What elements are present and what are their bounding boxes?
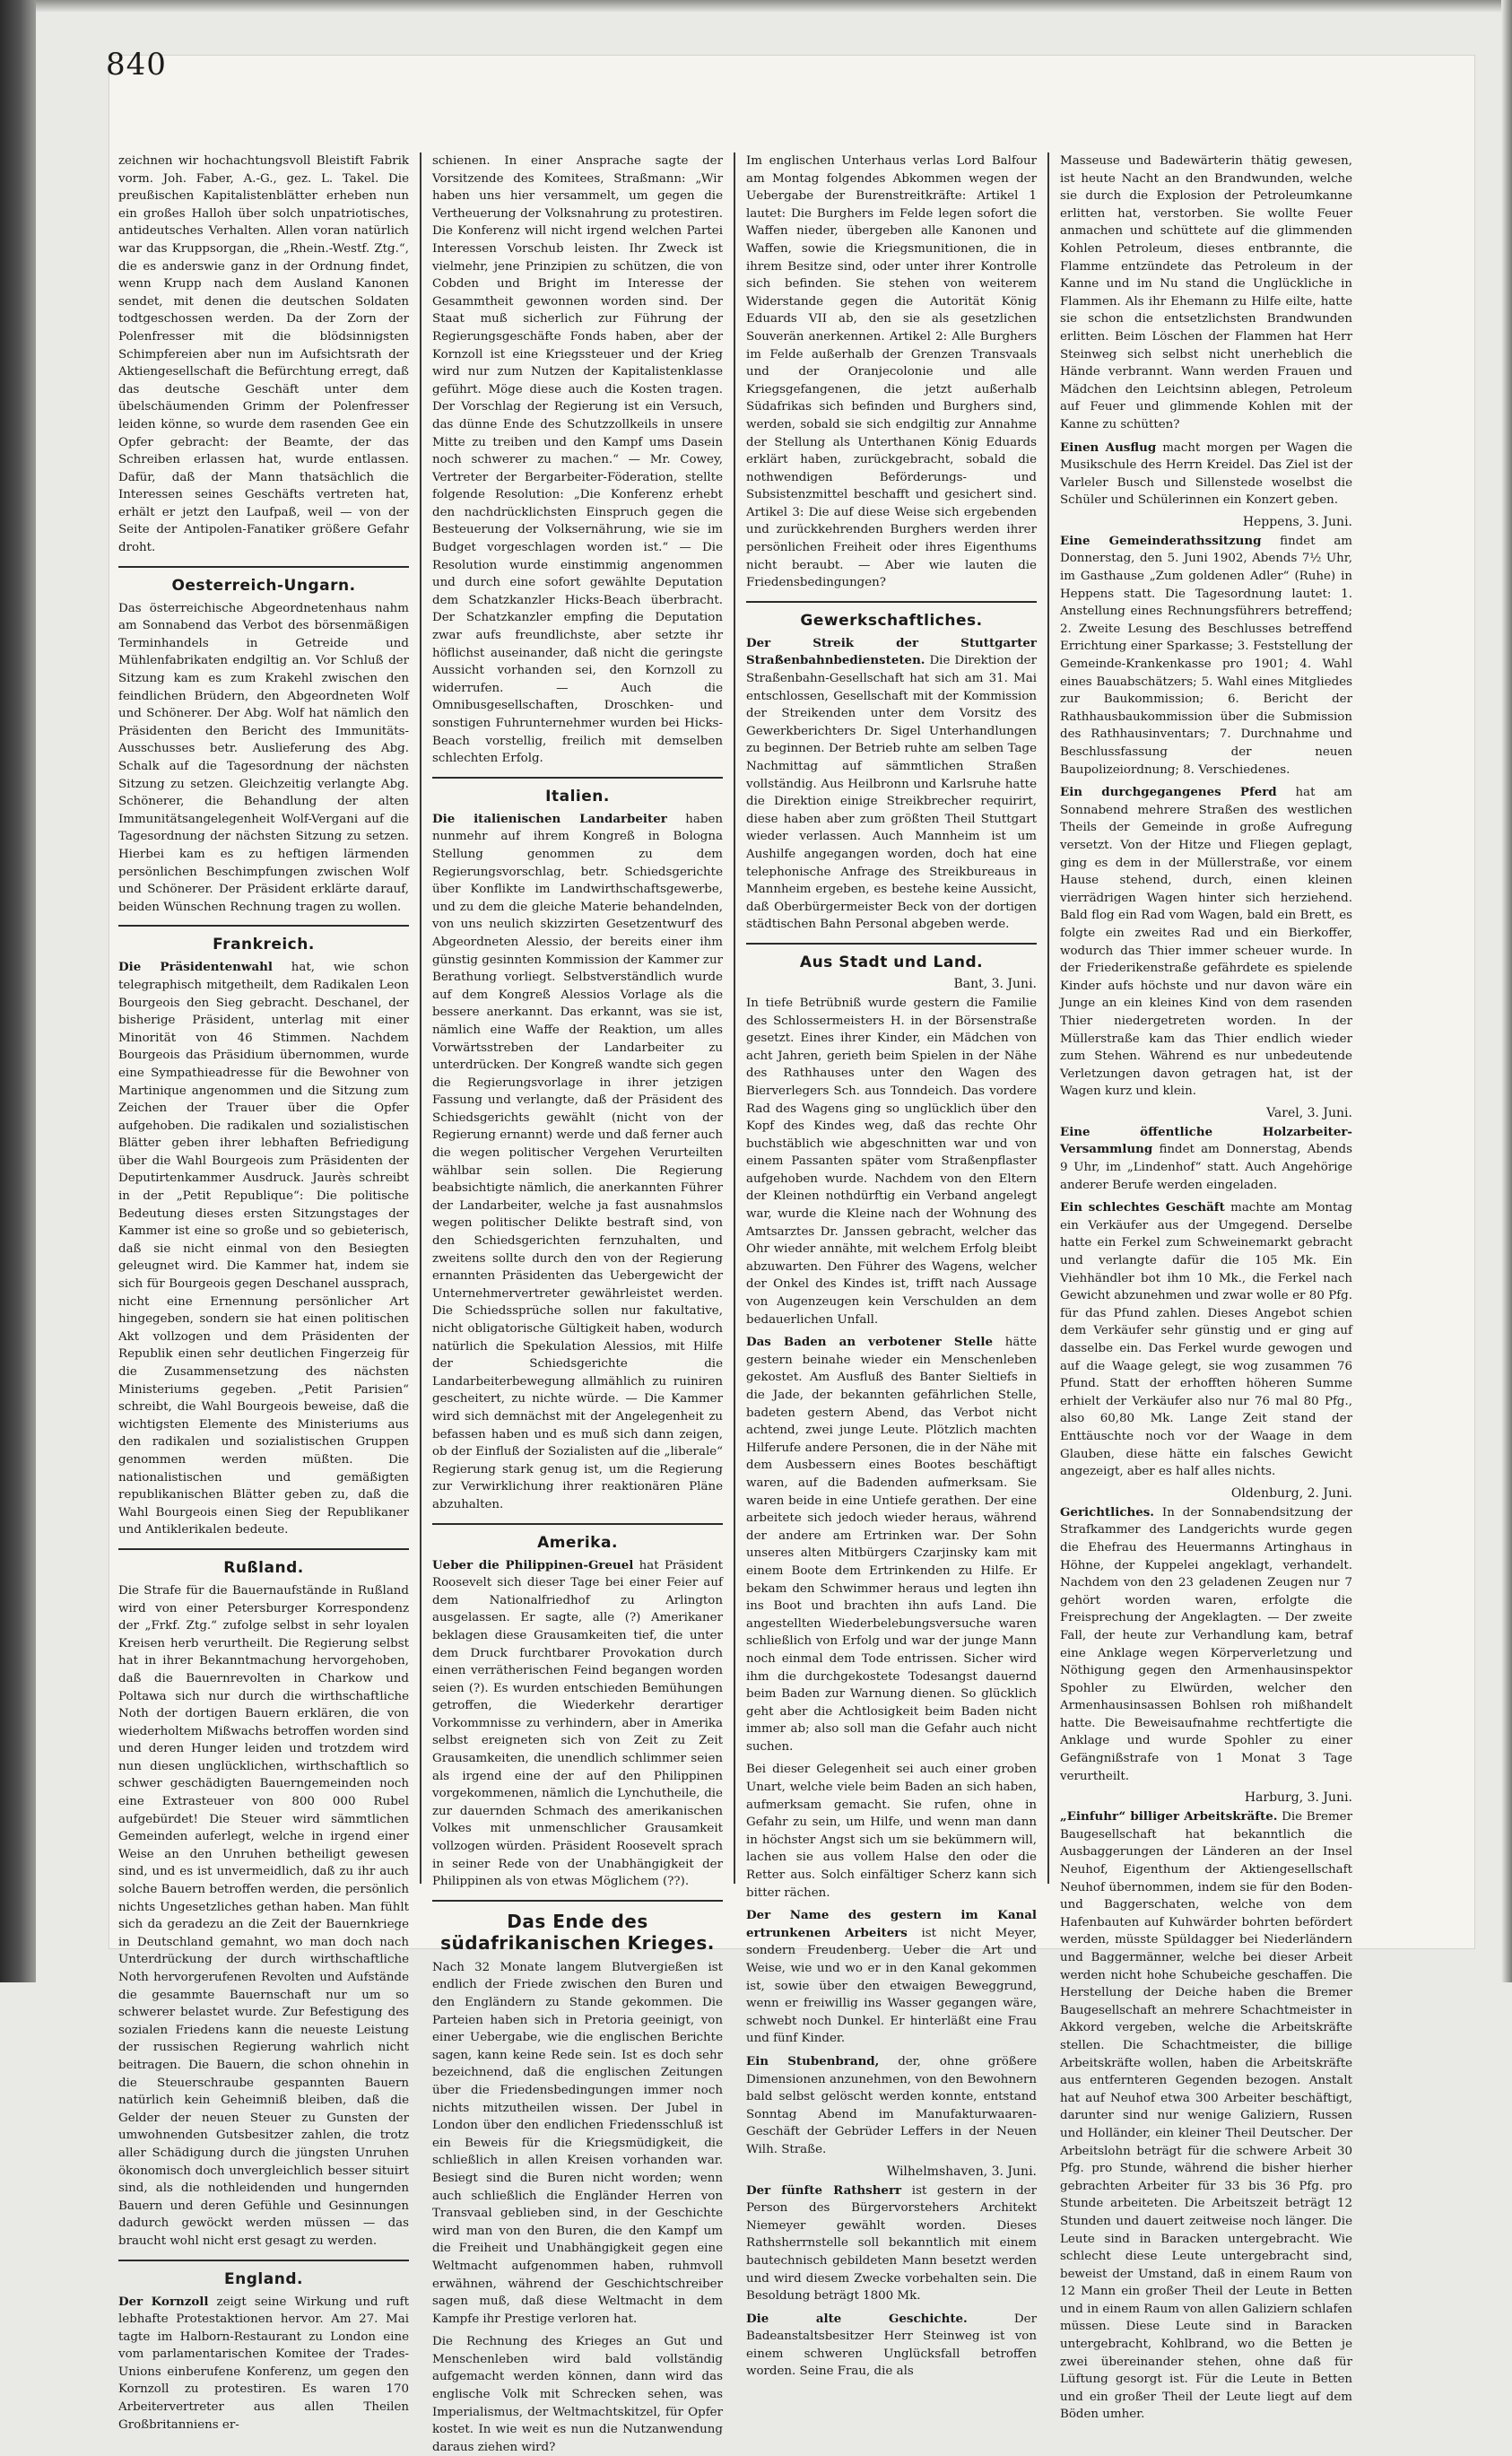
paragraph-text: In tiefe Betrübniß wurde gestern die Familie des Schlossermeisters H. in der Börsenstraße gesetzt. Eines ihrer Kinder, ein Mädchen von acht Jahren, gerieth beim Spielen in der Nähe des Rathhauses unter den Wagen des Bierverlegers Sch. aus Tonndeich. Das vordere Rad des Wagens ging so unglücklich über den Kopf des Kindes weg, daß das rechte Ohr buchstäblich wie abgeschnitten war und von einem Passanten später vom Straßenpflaster aufgehoben wurde. Nachdem von den Eltern der Kleinen nothdürftig ein Verband angelegt war, wurde die Kleine nach der Wohnung des Amtsarztes Dr. Janssen gebracht, welcher das Ohr wieder annähte, mit welchem Erfolg bleibt abzuwarten. Den Führer des Wagens, welcher der Onkel des Kindes ist, trifft nach Aussage von Augenzeugen kein Verschulden an dem bedauerlichen Unfall. [746,996,1037,1327]
section-heading: Gewerkschaftliches. [800,611,983,630]
article-paragraph [1060,533,1352,779]
paragraph-text: Die Strafe für die Bauernaufstände in Rußland wird von einer Petersburger Korrespondenz der „Frkf. Ztg.“ zufolge selbst in sehr loyalen Kreisen herb verurtheilt. Die Regierung selbst hat in ihrer Bekanntmachung hervorgehoben, daß die Bauernrevolten in Charkow und Poltawa sich nur durch die wirthschaftliche Noth der dortigen Bauern erklären, die von wiederholtem Mißwachs betroffen worden sind und deren Hunger leiden und trotzdem wird nun diesen unglücklichen, wirthschaftlich so schwer geschädigten Bauerngemeinden noch eine Extrasteuer von 800 000 Rubel aufgebürdet! Die Steuer wird sämmtlichen Gemeinden auferlegt, welche in irgend einer Weise an den Unruhen betheiligt gewesen sind, und es ist unvermeidlich, daß zu ihr auch solche Bauern betroffen werden, die persönlich nichts Ungesetzliches gethan haben. Man fühlt sich da geradezu an die Zeit der Bauernkriege in Deutschland gemahnt, wo man doch nach Unterdrückung der durch wirthschaftliche Noth hervorgerufenen Revolten und Aufstände die gesammte Bauernschaft nur um so schwerer belastet wurde. Zur Befestigung des sozialen Friedens kann die neueste Leistung der russischen Regierung wahrlich nicht beitragen. Die Bauern, die schon ohnehin in die Steuerschraube gespannten Bauern natürlich kein Geheimniß bleiben, daß die Gelder der neuen Steuer zu Gunsten der umwohnenden Gutsbesitzer zahlen, die trotz aller Schädigung durch die jüngsten Unruhen ökonomisch doch unvergleichlich besser situirt sind, als die nothleidenden und hungernden Bauern und deren Gefühle und Gesinnungen dadurch gewöckt werden müssen — das braucht wohl nicht erst gesagt zu werden. [118,1583,409,2248]
article-paragraph [1060,1808,1352,2424]
paragraph-text: Das österreichische Abgeordnetenhaus nahm am Sonnabend das Verbot des börsenmäßigen Terminhandels in Getreide und Mühlenfabrikaten endgiltig an. Vor Schluß der Sitzung kam es zum Krakehl zwischen den feindlichen Brüdern, den Abgeordneten Wolf und Schönerer. Der Abg. Wolf hat nämlich den Präsidenten den Bericht des Immunitäts-Ausschusses betr. Auslieferung des Abg. Schalk auf die Tagesordnung der nächsten Sitzung zu setzen. Gleichzeitig verlangte Abg. Schönerer, die Behandlung der alten Immunitätsangelegenheit Wolf-Vergani auf die Tagesordnung der nächsten Sitzung zu setzen. Hierbei kam es zu heftigen lärmenden persönlichen Beschimpfungen zwischen Wolf und Schönerer. Der Präsident erklärte darauf, beiden Wünschen Rechnung tragen zu wollen. [118,601,409,914]
article-paragraph [432,1959,723,2328]
scan-edge-right [1501,0,1512,1982]
article-paragraph [1060,152,1352,434]
paragraph-text: Die Direktion der Straßenbahn-Gesellschaft hat sich am 31. Mai entschlossen, Gesellschaft mit der Kommission der Streikenden unter dem Vorsitz des Gewerkberichters Dr. Sigel Unterhandlungen zu beginnen. Der Betrieb ruhte am selben Tage Nachmittag auf sämmtlichen Straßen vollständig. Aus Heilbronn und Karlsruhe hatte die Direktion einige Streikbrecher requirirt, diese haben aber zum größten Theil Stuttgart wieder verlassen. Auch Mannheim ist um Aushilfe angegangen worden, doch hat eine telephonische Anfrage des Streikbureaus in Mannheim ergeben, es bestehe keine Aussicht, daß Oberbürgermeister Beck von der dortigen städtischen Bahn Personal abgeben werde. [746,654,1037,932]
dateline: Varel, 3. Juni. [1266,1105,1352,1120]
section-heading: England. [224,2269,303,2288]
paragraph-lead: Gerichtliches. [1060,1504,1154,1520]
article-paragraph [118,152,409,557]
scan-edge-top [0,0,1512,13]
paragraph-lead: Das Baden an verbotener Stelle [746,1335,993,1350]
section-rule [118,925,409,927]
paragraph-text: Masseuse und Badewärterin thätig gewesen, ist heute Nacht an den Brandwunden, welche sie durch die Explosion der Petroleumkanne erlitten hat, verstorben. Sie wollte Feuer anmachen und schüttete auf die glimmenden Kohlen Petroleum, dieses entbrannte, die Flamme entzündete das Petroleum in der Kanne und im Nu stand die Unglückliche in Flammen. Als ihr Ehemann zu Hilfe eilte, hatte sie schon die entsetzlichsten Brandwunden erlitten. Beim Löschen der Flammen hat Herr Steinweg sich selbst nicht unerheblich die Hände verbrannt. Wann werden Frauen und Mädchen den Leichtsinn ablegen, Petroleum auf Feuer und glimmende Kohlen mit der Kanne zu schütten? [1060,154,1352,431]
paragraph-lead: Ueber die Philippinen-Greuel [432,1557,634,1572]
paragraph-lead: Eine öffentliche Holzarbeiter-Versammlung [1060,1124,1352,1157]
section-heading: Das Ende des südafrikanischen Krieges. [440,1910,715,1954]
article-paragraph [746,1907,1037,2048]
article-paragraph [118,600,409,917]
paragraph-text: ist nicht Meyer, sondern Freudenberg. Ueber die Art und Weise, wie und wo er in den Kanal gekommen ist, sowie über den etwaigen Beweggrund, wenn er freiwillig ins Wasser gegangen wäre, schwebt noch Dunkel. Er hinterläßt eine Frau und fünf Kinder. [746,1926,1037,2046]
paragraph-lead: Die Präsidentenwahl [118,960,273,975]
page-number: 840 [106,47,167,83]
paragraph-text: zeichnen wir hochachtungsvoll Bleistift Fabrik vorm. Joh. Faber, A.-G., gez. L. Takel. Die preußischen Kapitalistenblätter erheben nun ein großes Halloh über solch unpatriotisches, antideutsches Verhalten. Allen voran natürlich war das Kruppsorgan, die „Rhein.-Westf. Ztg.“, die es anderswie ganz in der Ordnung findet, wenn Krupp nach dem Ausland Kanonen sendet, mit denen die deutschen Soldaten todtgeschossen werden. Da der Zorn der Polenfresser mit die blödsinnigsten Schimpfereien aber nun im Aufsichtsrath der Aktiengesellschaft die Befürchtung erregt, daß das deutsche Geschäft unter dem übelschäumenden Grimm der Polenfresser leiden könne, so wurde dem rasenden Gee ein Opfer gebracht: der Beamte, der das Schreiben erlassen hat, wurde entlassen. Dafür, daß der Mann thatsächlich die Interessen seines Geschäfts vertreten hat, erhält er jetzt den Laufpaß, weil — von der Seite der Antipolen-Fanatiker größere Gefahr droht. [118,154,409,555]
paragraph-text: In der Sonnabendsitzung der Strafkammer des Landgerichts wurde gegen die Ehefrau des Heuermanns Artinghaus in Höhne, der Kuppelei angeklagt, verhandelt. Nachdem von den 23 geladenen Zeugen nur 7 gehört worden waren, erfolgte die Freisprechung der Angeklagten. — Der zweite Fall, der heute zur Verhandlung kam, betraf eine Anklage wegen Körperverletzung und Nöthigung gegen den Armenhausinspektor Spohler zu Elwürden, welcher den Armenhausinsassen Bohlsen roh mißhandelt hatte. Die Beweisaufnahme rechtfertigte die Anklage und wurde Spohler zu einer Gefängnißstrafe von 1 Monat 3 Tage verurtheilt. [1060,1505,1352,1783]
paragraph-text: findet am Donnerstag, den 5. Juni 1902, Abends 7½ Uhr, im Gasthause „Zum goldenen Adler“ (Ruhe) in Heppens statt. Die Tagesordnung lautet: 1. Anstellung eines Rechnungsführers betreffend; 2. Zweite Lesung des Beschlusses betreffend Errichtung einer Sparkasse; 3. Feststellung der Gemeinde-Krankenkasse pro 1901; 4. Wahl eines Bauabschätzers; 5. Wahl eines Mitgliedes zur Baukommission; 6. Bericht der Rathhausbaukommission über die Submission des Rathhausinventars; 7. Durchnahme und Beschlussfassung der neuen Baupolizeiordnung; 8. Verschiedenes. [1060,534,1352,777]
article-paragraph [1060,1504,1352,1786]
article-paragraph [746,2311,1037,2381]
paragraph-lead: Der Streik der Stuttgarter Straßenbahnbediensteten. [746,635,1037,668]
paragraph-text: hat, wie schon telegraphisch mitgetheilt, dem Radikalen Leon Bourgeois den Sieg gebracht. Deschanel, der bisherige Präsident, unterlag mit einer Minorität von 46 Stimmen. Nachdem Bourgeois das Präsidium übernommen, wurde eine Sympathieadresse für die Bewohner von Martinique angenommen und die Sitzung zum Zeichen der Trauer über die Opfer aufgehoben. Die radikalen und sozialistischen Blätter geben ihrer lebhaften Befriedigung über die Wahl Bourgeois zum Präsidenten der Deputirtenkammer Ausdruck. Jaurès schreibt in der „Petit Republique“: Die politische Bedeutung dieses ersten Sitzungstages der Kammer ist eine so große und so gebieterisch, daß sie nicht einmal von den Besiegten geleugnet wird. Die Kammer hat, indem sie sich für Bourgeois gegen Deschanel aussprach, nicht eine Ernennung persönlicher Art hingegeben, sondern sie hat einen politischen Akt vollzogen und dem Präsidenten der Republik einen sehr deutlichen Fingerzeig für die Zusammensetzung des nächsten Ministeriums gegeben. „Petit Parisien“ schreibt, die Wahl Bourgeois beweise, daß die wichtigsten Elemente des Ministeriums aus den radikalen und sozialistischen Gruppen genommen werden müßten. Die nationalistischen und gemäßigten republikanischen Blätter geben zu, daß die Wahl Bourgeois einen Sieg der Republikaner und Antiklerikalen bedeute. [118,961,409,1537]
article-paragraph [746,1761,1037,1902]
paragraph-text: Der Badeanstaltsbesitzer Herr Steinweg ist von einem schweren Unglücksfall betroffen worden. Seine Frau, die als [746,2312,1037,2379]
article-paragraph [118,1582,409,2251]
article-paragraph [118,959,409,1539]
article-paragraph [432,2333,723,2456]
dateline: Wilhelmshaven, 3. Juni. [886,2164,1037,2179]
article-paragraph [1060,1199,1352,1481]
paragraph-text: zeigt seine Wirkung und ruft lebhafte Protestaktionen hervor. Am 27. Mai tagte im Halborn-Restaurant zu London eine vom parlamentarischen Komitee der Trades-Unions einberufene Konferenz, um gegen den Kornzoll zu protestiren. Es waren 170 Arbeitervertreter aus allen Theilen Großbritanniens er- [118,2295,409,2432]
section-rule [118,1548,409,1550]
paragraph-text: Bei dieser Gelegenheit sei auch einer groben Unart, welche viele beim Baden an sich haben, aufmerksam gemacht. Sie rufen, ohne in Gefahr zu sein, um Hilfe, und wenn man dann in höchster Angst sich um sie bekümmern will, lachen sie aus vollem Halse den oder die Retter aus. Solch einfältiger Scherz kann sich bitter rächen. [746,1763,1037,1900]
dateline: Bant, 3. Juni. [953,976,1037,991]
paragraph-text: hätte gestern beinahe wieder ein Menschenleben gekostet. Am Ausfluß des Banter Sieltiefs in die Jade, der bekannten gefährlichen Stelle, badeten gestern Abend, das Verbot nicht achtend, zwei junge Leute. Plötzlich machten Hilferufe andere Personen, die in der Nähe mit dem Ausbessern eines Bootes beschäftigt waren, auf die Badenden aufmerksam. Sie waren beide in eine Untiefe gerathen. Der eine arbeitete sich jedoch wieder heraus, während der andere am Ertrinken war. Der Sohn unseres alten Mitbürgers Czarjinsky kam mit einem Boote dem Ertrinkenden zu Hilfe. Er bekam den Schwimmer heraus und legten ihn ins Boot und brachten ihn aufs Land. Die angestellten Wiederbelebungsversuche waren schließlich von Erfolg und war der junge Mann noch einmal dem Tode entrissen. Sicher wird ihm die durchgekostete Todesangst dauernd beim Baden zur Warnung dienen. So glücklich geht aber die Achtlosigkeit beim Baden nicht immer ab; also soll man die Gefahr auch nicht suchen. [746,1336,1037,1754]
article-paragraph [118,2294,409,2434]
paragraph-lead: Einen Ausflug [1060,440,1157,455]
article-paragraph [432,811,723,1514]
paragraph-lead: Die italienischen Landarbeiter [432,811,667,826]
section-rule [432,1900,723,1902]
paragraph-lead: Eine Gemeinderathssitzung [1060,533,1262,548]
article-paragraph [432,1557,723,1891]
paragraph-text: Die Bremer Baugesellschaft hat bekanntlich die Ausbaggerungen der Länderen an der Insel Neuhof, Eigenthum der Aktiengesellschaft Neuhof übernommen, indem sie für den Boden- und Baggerschaten, welche von dem Hafenbauten auf Kuhwärder bohrten befördert werden, müsste Spüldagger bei Niederländern und Baggermänner, welche bei dieser Arbeit werden nicht hohe Schubeiche geschaffen. Die Herstellung der Deiche haben die Bremer Baugesellschaft an mehrere Schachtmeister in Akkord vergeben, welche die Arbeitskräfte stellen. Die Schachtmeister, die billige Arbeitskräfte wollen, haben die Arbeitskräfte aus entfernteren Gegenden bezogen. Anstalt hat auf Neuhof etwa 300 Arbeiter beschäftigt, darunter sind nur wenige Galiziern, Russen und Holländer, ein kleiner Theil Deutscher. Der Arbeitslohn beträgt für die schwere Arbeit 30 Pfg. pro Stunde, während die bisher hierher gebrachten Arbeiter für 33 bis 36 Pfg. pro Stunde arbeiteten. Die Arbeitszeit beträgt 12 Stunden und dauert zeitweise noch länger. Die Leute sind in Baracken untergebracht. Wie schlecht diese Leute untergebracht sind, beweist der Umstand, daß in einem Raum von 12 Mann ein großer Theil der Leute in Betten und in einem Raum von allen Galiziern schlafen müssen. Diese Leute sind in Baracken untergebracht, Kohlbrand, wo die Betten je zwei übereinander stehen, ohne daß für Lüftung gesorgt ist. Für die Leute in Betten und ein großer Theil der Leute liegt auf dem Böden umher. [1060,1810,1352,2422]
section-heading: Oesterreich-Ungarn. [171,576,356,595]
paragraph-text: der, ohne größere Dimensionen anzunehmen, von den Bewohnern bald selbst gelöscht werden konnte, entstand Sonntag Abend im Manufakturwaaren-Geschäft der Gebrüder Leffers in der Neuen Wilh. Straße. [746,2054,1037,2156]
section-rule [432,777,723,779]
paragraph-text: Die Rechnung des Krieges an Gut und Menschenleben wird bald vollständig aufgemacht werden können, dann wird das englische Volk mit Schrecken sehen, was Imperialismus, der Weltmachtskitzel, für Opfer kostet. In wie weit es nun die Nutzanwendung daraus ziehen wird? [432,2335,723,2454]
paragraph-lead: Ein durchgegangenes Pferd [1060,785,1277,800]
column-4 [1049,152,1363,2422]
section-rule [432,1523,723,1525]
article-paragraph [432,152,723,768]
article-paragraph [746,152,1037,592]
paragraph-lead: Der Name des gestern im Kanal ertrunkenen Arbeiters [746,1908,1037,1940]
column-3 [735,152,1049,2379]
paragraph-lead: Der Kornzoll [118,2294,209,2309]
paragraph-text: findet am Donnerstag, Abends 9 Uhr, im „Lindenhof“ statt. Auch Angehörige anderer Berufe werden eingeladen. [1060,1143,1352,1192]
article-paragraph [1060,784,1352,1101]
article-paragraph [746,1334,1037,1755]
dateline: Heppens, 3. Juni. [1242,514,1352,529]
section-heading: Italien. [545,787,610,806]
paragraph-text: hat Präsident Roosevelt sich dieser Tage bei einer Feier auf dem Nationalfriedhof zu Arlington ausgelassen. Er sagte, alle (?) Amerikaner beklagen diese Grausamkeiten tief, die unter dem Druck furchtbarer Provokation durch einen verrätherischen Feind begangen worden seien (?). Es wurden entschieden Bemühungen getroffen, die Wiederkehr derartiger Vorkommnisse zu verhindern, aber in Amerika selbst ereigneten sich von Zeit zu Zeit Grausamkeiten, die unendlich schlimmer seien als irgend eine der auf den Philippinen vorgekommenen, nämlich die Lynchutheile, die zur dauernden Schmach des amerikanischen Volkes mit unmenschlicher Grausamkeit vollzogen würden. Präsident Roosevelt sprach in seiner Rede von der Unabhängigkeit der Philippinen als von etwas Möglichem (??). [432,1558,723,1889]
book-binding-edge [0,0,36,1982]
section-rule [746,601,1037,603]
newspaper-columns [108,152,1363,2454]
paragraph-lead: Die alte Geschichte. [746,2311,968,2326]
section-heading: Rußland. [223,1558,304,1577]
paragraph-lead: Der fünfte Rathsherr [746,2182,902,2198]
article-paragraph [1060,1124,1352,1194]
section-heading: Aus Stadt und Land. [799,953,984,971]
article-paragraph [1060,440,1352,509]
paragraph-text: Im englischen Unterhaus verlas Lord Balfour am Montag folgendes Abkommen wegen der Uebergabe der Burenstreitkräfte: Artikel 1 lautet: Die Burghers im Felde legen sofort die Waffen nieder, übergeben alle Kanonen und Waffen, sowie die Kriegsmunitionen, die in ihrem Besitze sind, oder unter ihrer Kontrolle sich befinden. Sie stehen von weiterem Widerstande gegen die Autorität König Eduards VII ab, den sie als gesetzlichen Souverän anerkennen. Artikel 2: Alle Burghers im Felde außerhalb der Grenzen Transvaals und der Oranjecolonie und alle Kriegsgefangenen, die jetzt außerhalb Südafrikas sich befinden und Burghers sind, werden, sobald sie sich endgiltig zur Annahme der Stellung als Unterthanen König Eduards erklärt haben, zurückgebracht, sobald die nothwendigen Beförderungs- und Subsistenzmittel beschafft und gesichert sind. Artikel 3: Die auf diese Weise sich ergebenden und zurückkehrenden Burghers werden ihrer persönlichen Freiheit oder ihres Eigenthums nicht beraubt. — Aber wie lauten die Friedensbedingungen? [746,154,1037,590]
paragraph-text: haben nunmehr auf ihrem Kongreß in Bologna Stellung genommen zu dem Regierungsvorschlag, betr. Schiedsgerichte über Konflikte im Landwirthschaftsgewerbe, und zu dem die gleiche Materie behandelnden, von uns neulich skizzirten Gesetzentwurf des Abgeordneten Alessio, der bereits einer ihm günstig gesinnten Kommission der Kammer zur Berathung vorliegt. Selbstverständlich wurde auf dem Kongreß Alessios Vorlage als die bessere anerkannt. Das erkannt, was sie ist, nämlich eine Waffe der Reaktion, um alles Vorwärtsstreben der Landarbeiter zu unterdrücken. Der Kongreß wandte sich gegen die Regierungsvorlage in ihrer jetzigen Fassung und verlangte, daß der Präsident des Schiedsgerichts gewählt (nicht von der Regierung ernannt) werde und daß ferner auch die wegen politischer Vergehen Verurteilten wählbar sein sollen. Die Regierung beabsichtigte nämlich, die anerkannten Führer der Landarbeiter, welche ja fast ausnahmslos wegen politischer Delikte bestraft sind, von den Schiedsgerichten fernzuhalten, und zweitens sollte durch den von der Regierung ernannten Präsidenten das Uebergewicht der Unternehmervertreter gewährleistet werden. Die Schiedssprüche sollen nur fakultative, nicht obligatorische Gültigkeit haben, wodurch natürlich die Spekulation Alessios, mit Hilfe der Schiedsgerichte die Landarbeiterbewegung allmählich zu ruiniren gescheitert, zu nichte würde. — Die Kammer wird sich demnächst mit der Angelegenheit zu befassen haben und es muß sich dann zeigen, ob der Einfluß der Sozialisten auf die „liberale“ Regierung stark genug ist, um die Regierung zur Verwirklichung ihrer reaktionären Pläne abzuhalten. [432,812,723,1511]
paragraph-text: machte am Montag ein Verkäufer aus der Umgegend. Derselbe hatte ein Ferkel zum Schweinemarkt gebracht und verlangte dafür die 105 Mk. Ein Viehhändler bot ihm 10 Mk., die Ferkel nach Gewicht abzunehmen und zwar wolle er 80 Pfg. für das Pfund zahlen. Dieses Angebot schien dem Verkäufer sehr günstig und er ging auf dasselbe ein. Das Ferkel wurde gewogen und auf die Waage gelegt, sie wog zusammen 76 Pfund. Statt der erhofften höheren Summe erhielt der Verkäufer also nur 76 mal 80 Pfg., also 60,80 Mk. Lange Zeit stand der Enttäuschte noch vor der Waage in dem Glauben, diese hätte ein falsches Gewicht angezeigt, aber es half alles nichts. [1060,1201,1352,1479]
column-1 [108,152,421,2432]
paragraph-lead: Ein schlechtes Geschäft [1060,1200,1225,1215]
paragraph-text: macht morgen per Wagen die Musikschule des Herrn Kreidel. Das Ziel ist der Varleler Busch und Sillenstede woselbst die Schüler und Schülerinnen ein Konzert geben. [1060,440,1352,508]
paragraph-text: ist gestern in der Person des Bürgervorstehers Architekt Niemeyer gewählt worden. Dieses Rathsherrnstelle soll bekanntlich mit einem bautechnisch gebildeten Mann besetzt werden und wird diesem Zwecke vorbehalten sein. Die Besoldung beträgt 1800 Mk. [746,2183,1037,2304]
paragraph-text: Nach 32 Monate langem Blutvergießen ist endlich der Friede zwischen den Buren und den Engländern zu Stande gekommen. Die Parteien haben sich in Pretoria geeinigt, von einer Uebergabe, wie die englischen Berichte sagen, kann keine Rede sein. Ist es doch sehr bezeichnend, daß die englischen Zeitungen über die Friedensbedingungen immer noch nichts mitzutheilen wissen. Der Jubel in London über den endlichen Friedensschluß ist ein Beweis für die Kriegsmüdigkeit, die schließlich in allen Kreisen vorhanden war. Besiegt sind die Buren nicht worden; wenn auch schließlich die Engländer Herren von Transvaal geblieben sind, in der Geschichte wird man von den Buren, die den Kampf um die Freiheit und Unabhängigkeit gegen eine Weltmacht aufgenommen haben, ruhmvoll erwähnen, während der Geschichtschreiber sagen muß, daß diese Weltmacht in dem Kampfe ihr Prestige verloren hat. [432,1960,723,2326]
section-heading: Amerika. [537,1533,618,1552]
section-rule [746,943,1037,945]
section-rule [118,566,409,568]
article-paragraph [746,995,1037,1328]
paragraph-text: schienen. In einer Ansprache sagte der Vorsitzende des Komitees, Straßmann: „Wir haben uns hier versammelt, um gegen die Vertheuerung der Volksnahrung zu protestiren. Die Konferenz will nicht irgend welchen Partei Interessen Vorschub leisten. Ihr Zweck ist vielmehr, jene Prinzipien zu schützen, die von Cobden und Bright im Interesse der Gesammtheit gewonnen worden sind. Der Staat muß sicherlich zur Führung der Regierungsgeschäfte Fonds haben, aber der Kornzoll ist eine Kriegssteuer und der Krieg wird nur zum Nutzen der Kapitalistenklasse geführt. Möge diese auch die Kosten tragen. Der Vorschlag der Regierung ist ein Versuch, das dünne Ende des Schutzzollkeils in unsere Mitte zu treiben und den Kampf ums Dasein noch schwerer zu machen.“ — Mr. Cowey, Vertreter der Bergarbeiter-Föderation, stellte folgende Resolution: „Die Konferenz erhebt den nachdrücklichsten Einspruch gegen die Besteuerung der Volksernährung, wie sie im Budget vorgeschlagen worden ist.“ — Die Resolution wurde einstimmig angenommen und durch eine sofort gewählte Deputation dem Schatzkanzler Hicks-Beach überbracht. Der Schatzkanzler empfing die Deputation zwar aufs freundlichste, aber setzte ihr höflichst auseinander, daß nicht die geringste Aussicht vorhanden sei, den Kornzoll zu widerrufen. — Auch die Omnibusgesellschaften, Droschken- und sonstigen Fuhrunternehmer wurden bei Hicks-Beach vorstellig, freilich mit demselben schlechten Erfolg. [432,154,723,766]
dateline: Oldenburg, 2. Juni. [1230,1485,1352,1501]
paragraph-text: hat am Sonnabend mehrere Straßen des westlichen Theils der Gemeinde in große Aufregung versetzt. Von der Hitze und Fliegen geplagt, ging es dem in der Müllerstraße, vor einem Hause stehend, durch, einen kleinen vierrädrigen Wagen hinter sich herziehend. Bald flog ein Rad vom Wagen, bald ein Brett, es folgte ein zweites Rad und ein Bierkoffer, wodurch das Thier immer scheuer wurde. In der Friederikenstraße gefährdete es spielende Kinder aufs höchste und nur davon wäre ein Junge an ein kleines Kind von dem rasenden Thier niedergetreten worden. In der Müllerstraße kam das Thier endlich wieder zum Stehen. Während es nur unbedeutende Verletzungen davon getragen hat, ist der Wagen kurz und klein. [1060,786,1353,1099]
article-paragraph [746,2053,1037,2159]
section-heading: Frankreich. [213,936,315,954]
paragraph-lead: „Einfuhr“ billiger Arbeitskräfte. [1060,1809,1278,1825]
article-paragraph [746,2182,1037,2305]
article-paragraph [746,635,1037,934]
column-2 [421,152,735,2454]
dateline: Harburg, 3. Juni. [1244,1790,1352,1806]
paragraph-lead: Ein Stubenbrand, [746,2053,880,2068]
section-rule [118,2260,409,2261]
